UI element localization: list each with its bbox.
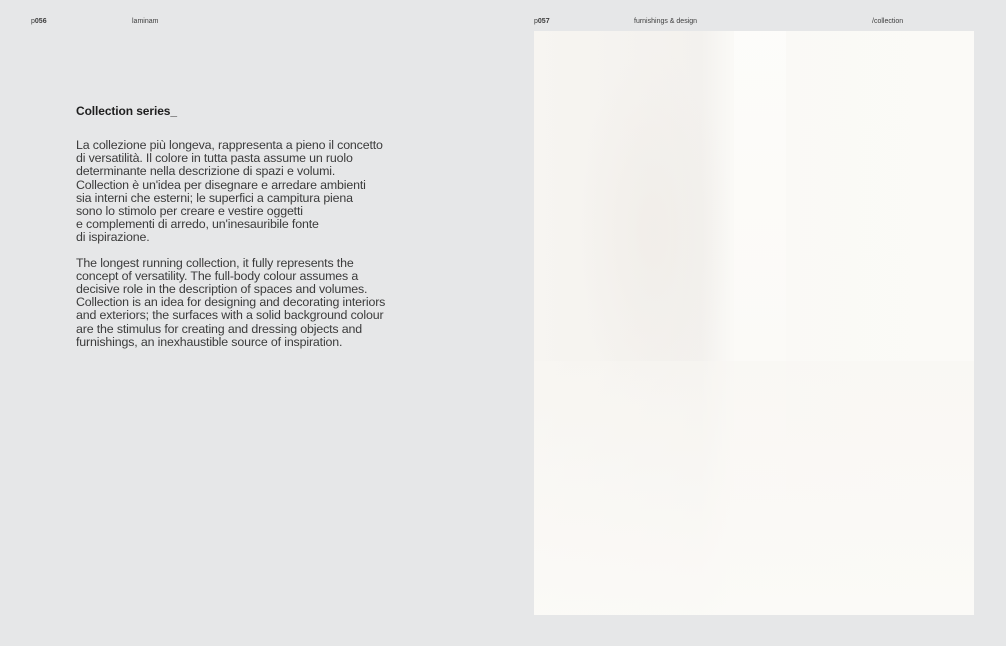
right-running-header: furnishings & design: [634, 18, 698, 25]
italian-line: sia interni che esterni; le superfici a campitura piena: [76, 190, 353, 205]
english-line: furnishings, an inexhaustible source of inspiration.: [76, 334, 343, 349]
english-line: concept of versatility. The full-body colour assumes a: [76, 268, 359, 283]
interior-photo: [534, 31, 974, 615]
photo-floor-area: [534, 361, 974, 615]
italian-line: e complementi di arredo, un'inesauribile fonte: [76, 217, 319, 232]
section-tag: /collection: [872, 18, 904, 25]
italian-line: La collezione più longeva, rappresenta a pieno il concetto: [76, 138, 383, 152]
right-page-number: p057: [534, 18, 550, 25]
italian-line: Collection è un'idea per disegnare e arredare ambienti: [76, 177, 366, 192]
italian-paragraph: [76, 139, 421, 245]
italian-line: di ispirazione.: [76, 230, 150, 245]
english-paragraph: [76, 257, 421, 349]
left-running-header: laminam: [132, 18, 159, 25]
english-line: and exteriors; the surfaces with a solid background colour: [76, 308, 384, 323]
article-heading: Collection series_: [76, 104, 177, 118]
italian-line: sono lo stimolo per creare e vestire oggetti: [76, 204, 303, 219]
right-page: [503, 0, 1006, 646]
english-line: are the stimulus for creating and dressing objects and: [76, 321, 362, 336]
italian-line: di versatilità. Il colore in tutta pasta assume un ruolo: [76, 151, 353, 166]
article-body: [76, 104, 421, 361]
english-line: The longest running collection, it fully represents the: [76, 255, 354, 270]
english-line: decisive role in the description of spaces and volumes.: [76, 282, 368, 297]
left-page-number: p056: [31, 18, 47, 25]
italian-line: determinante nella descrizione di spazi e volumi.: [76, 164, 336, 179]
english-line: Collection is an idea for designing and decorating interiors: [76, 295, 386, 310]
